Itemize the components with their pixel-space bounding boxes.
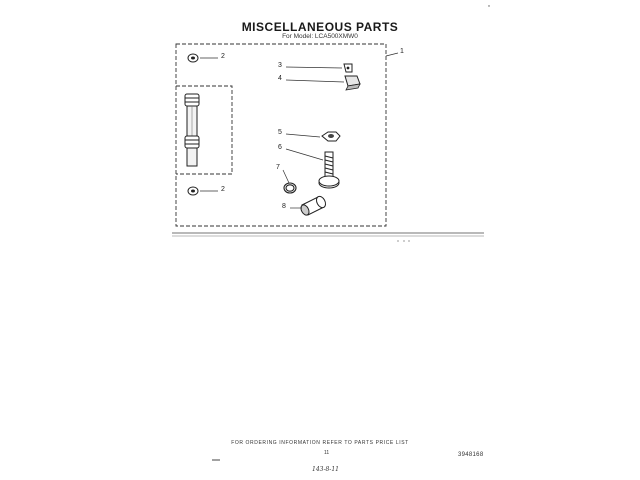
connector-part [299,195,327,217]
hose-assembly [185,94,199,166]
nut-part [322,132,340,141]
callout-3: 3 [278,62,282,69]
model-subtitle: For Model: LCA500XMW0 [282,33,358,40]
callout-7: 7 [276,164,280,171]
leader-3 [286,67,342,68]
leader-1 [386,53,398,56]
bracket-part [345,76,360,90]
ordering-note: FOR ORDERING INFORMATION REFER TO PARTS PRICE LIST [231,440,409,446]
washer-bottom-part [188,187,198,195]
page-number: 11 [324,450,330,456]
clamp-part [284,183,296,193]
washer-top-part [188,54,198,62]
callout-1: 1 [400,48,404,55]
hose-bracket [176,86,232,174]
handwritten-note: 143-8-11 [312,466,339,473]
leader-7 [283,170,289,183]
bolt-part [319,152,339,188]
callout-2-top: 2 [221,53,225,60]
page-title: MISCELLANEOUS PARTS [241,20,399,34]
callout-4: 4 [278,75,282,82]
leader-4 [286,80,344,82]
callout-8: 8 [282,203,286,210]
clip-part [344,64,352,72]
callout-5: 5 [278,129,282,136]
callout-2-bottom: 2 [221,186,225,193]
leader-5 [286,134,320,137]
callout-6: 6 [278,144,282,151]
document-code: 3948168 [458,452,484,458]
leader-6 [286,149,323,160]
